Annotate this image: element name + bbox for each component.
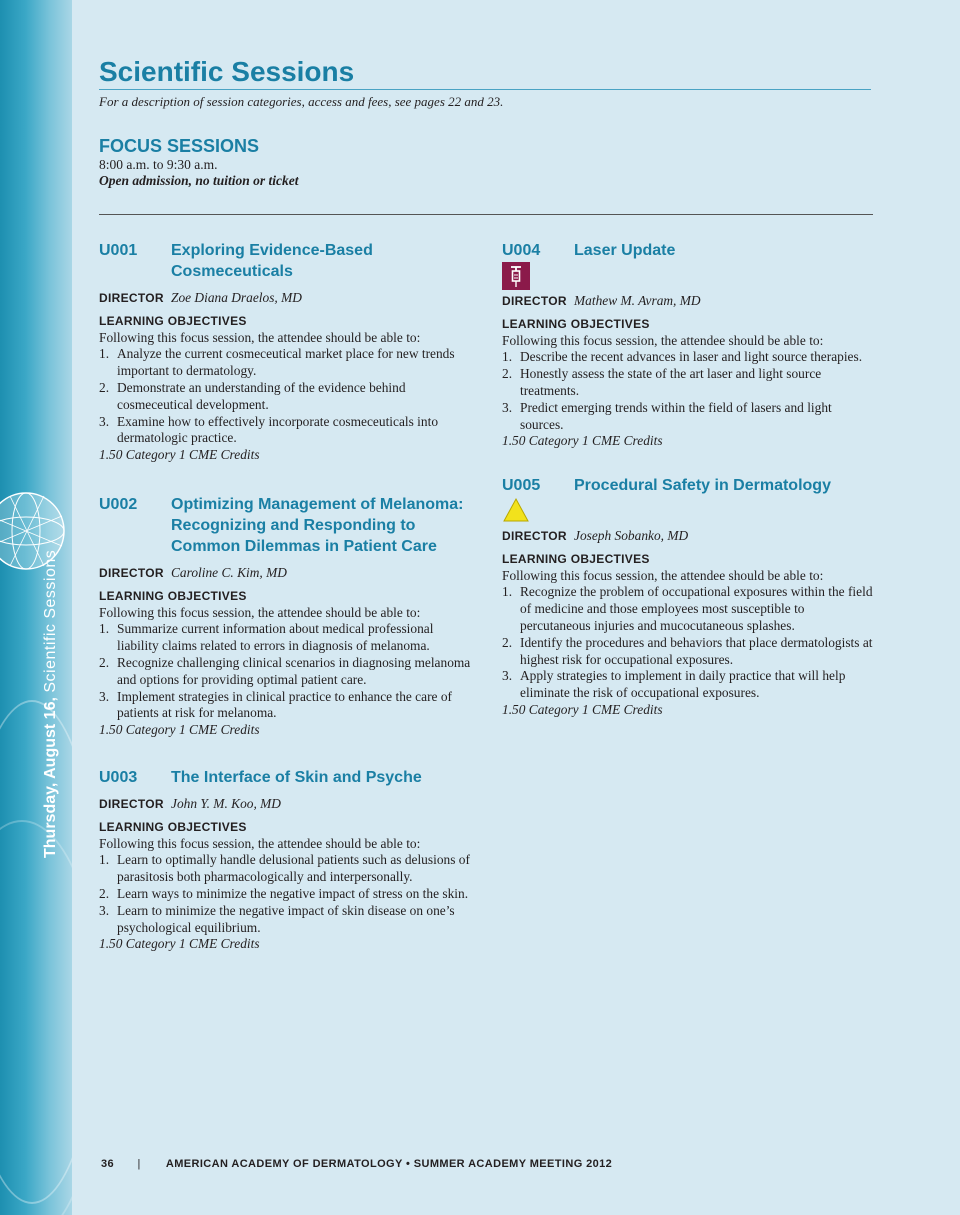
learning-objectives-label: LEARNING OBJECTIVES xyxy=(502,551,650,566)
objectives-list xyxy=(99,852,474,936)
sidebar-band xyxy=(0,0,72,1215)
learning-objectives-label: LEARNING OBJECTIVES xyxy=(99,819,247,834)
director-name: Mathew M. Avram, MD xyxy=(574,293,701,308)
session-code: U003 xyxy=(99,769,138,786)
focus-sessions-time: 8:00 a.m. to 9:30 a.m. xyxy=(99,157,218,172)
objective-item: 2. Learn ways to minimize the negative impact of stress on the skin. xyxy=(99,885,469,901)
footer-meeting: SUMMER ACADEMY MEETING 2012 xyxy=(413,1158,613,1170)
footer-separator: | xyxy=(137,1158,141,1170)
director-label: DIRECTOR xyxy=(99,566,164,580)
session-u005 xyxy=(502,475,877,719)
director-name: Caroline C. Kim, MD xyxy=(171,565,287,580)
footer-org: AMERICAN ACADEMY OF DERMATOLOGY xyxy=(165,1158,403,1170)
objective-item: 1. Recognize the problem of occupational exposures within the field of medicine and those employees most susceptible to percutaneous injuries and mucocutaneous splashes. xyxy=(502,584,873,633)
sidebar-section: Scientific Sessions xyxy=(42,549,59,693)
objectives-intro: Following this focus session, the attendee should be able to: xyxy=(99,329,421,345)
objective-item: 1. Describe the recent advances in laser and light source therapies. xyxy=(502,349,863,365)
session-title: Procedural Safety in Dermatology xyxy=(574,477,831,494)
triangle-icon xyxy=(502,497,530,523)
objective-item: 3. Implement strategies in clinical practice to enhance the care of patients at risk for melanoma. xyxy=(99,688,452,721)
director-label: DIRECTOR xyxy=(502,294,567,308)
cme-credits: 1.50 Category 1 CME Credits xyxy=(99,936,260,952)
sidebar-day: Thursday, August 16, xyxy=(42,697,59,858)
session-u004 xyxy=(502,240,877,450)
objectives-list xyxy=(99,621,474,722)
learning-objectives-label: LEARNING OBJECTIVES xyxy=(502,316,650,331)
page-number: 36 xyxy=(101,1158,115,1170)
objective-item: 3. Learn to minimize the negative impact of skin disease on one’s psychological equilibrium. xyxy=(99,902,455,935)
objectives-intro: Following this focus session, the attendee should be able to: xyxy=(502,567,824,583)
session-code: U005 xyxy=(502,477,541,494)
session-u003 xyxy=(99,767,474,953)
director-label: DIRECTOR xyxy=(99,797,164,811)
objective-item: 3. Apply strategies to implement in daily practice that will help eliminate the risk of occupational exposures. xyxy=(502,668,846,701)
focus-sessions-heading: FOCUS SESSIONS xyxy=(99,136,260,156)
objective-item: 1. Analyze the current cosmeceutical market place for new trends important to dermatology. xyxy=(99,346,455,379)
learning-objectives-label: LEARNING OBJECTIVES xyxy=(99,588,247,603)
objectives-list xyxy=(99,346,474,447)
objective-item: 2. Recognize challenging clinical scenarios in diagnosing melanoma and options for providing optimal patient care. xyxy=(99,654,471,687)
objectives-list xyxy=(502,584,877,702)
objective-item: 2. Demonstrate an understanding of the evidence behind cosmeceutical development. xyxy=(99,379,406,412)
objective-item: 2. Honestly assess the state of the art laser and light source treatments. xyxy=(502,366,822,398)
cme-credits: 1.50 Category 1 CME Credits xyxy=(502,433,663,449)
page-footer xyxy=(101,1158,612,1170)
session-title: Exploring Evidence-Based Cosmeceuticals xyxy=(171,242,373,280)
page-subtitle: For a description of session categories, access and fees, see pages 22 and 23. xyxy=(99,94,504,109)
cme-credits: 1.50 Category 1 CME Credits xyxy=(502,701,663,717)
focus-sessions-admission: Open admission, no tuition or ticket xyxy=(99,173,299,188)
director-label: DIRECTOR xyxy=(99,291,164,305)
learning-objectives-label: LEARNING OBJECTIVES xyxy=(99,313,247,328)
director-name: Zoe Diana Draelos, MD xyxy=(171,290,302,305)
objective-item: 1. Summarize current information about medical professional liability claims related to errors in diagnosis of melanoma. xyxy=(99,621,434,654)
session-title: Optimizing Management of Melanoma: Recognizing and Responding to Common Dilemmas in Patient Care xyxy=(171,496,464,555)
session-u002 xyxy=(99,494,474,739)
session-code: U002 xyxy=(99,496,138,513)
director-name: Joseph Sobanko, MD xyxy=(574,528,689,543)
title-divider xyxy=(99,89,871,90)
director-label: DIRECTOR xyxy=(502,529,567,543)
objective-item: 3. Predict emerging trends within the field of lasers and light sources. xyxy=(502,399,832,432)
session-title: Laser Update xyxy=(574,242,676,259)
syringe-icon xyxy=(502,262,530,290)
director-name: John Y. M. Koo, MD xyxy=(171,796,281,811)
session-title: The Interface of Skin and Psyche xyxy=(171,769,422,786)
session-u001 xyxy=(99,240,474,464)
section-divider xyxy=(99,214,873,215)
sidebar-caption xyxy=(42,550,60,858)
page-title: Scientific Sessions xyxy=(99,56,355,87)
objectives-intro: Following this focus session, the attendee should be able to: xyxy=(99,835,421,851)
decorative-wave xyxy=(0,820,72,1215)
objective-item: 1. Learn to optimally handle delusional patients such as delusions of parasitosis both pharmacologically and interpersonally. xyxy=(99,852,470,885)
objective-item: 3. Examine how to effectively incorporate cosmeceuticals into dermatologic practice. xyxy=(99,413,439,446)
session-code: U004 xyxy=(502,242,541,259)
session-code: U001 xyxy=(99,242,138,259)
footer-bullet: • xyxy=(406,1158,411,1170)
objectives-intro: Following this focus session, the attendee should be able to: xyxy=(502,332,824,348)
objectives-list xyxy=(502,349,877,433)
cme-credits: 1.50 Category 1 CME Credits xyxy=(99,722,260,738)
objective-item: 2. Identify the procedures and behaviors that place dermatologists at highest risk for occupational exposures. xyxy=(502,634,873,667)
cme-credits: 1.50 Category 1 CME Credits xyxy=(99,447,260,463)
objectives-intro: Following this focus session, the attendee should be able to: xyxy=(99,604,421,620)
